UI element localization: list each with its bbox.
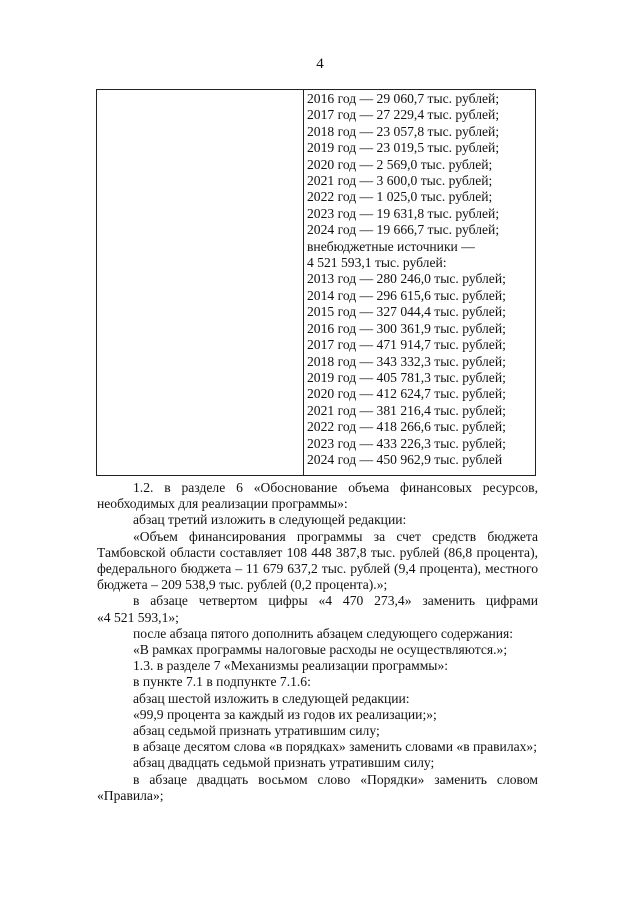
paragraph: «Правила»; bbox=[97, 787, 164, 803]
table-line: 2015 год — 327 044,4 тыс. рублей; bbox=[307, 304, 506, 320]
paragraph: в абзаце двадцать восьмом слово «Порядки» заменить словом bbox=[133, 771, 538, 787]
table-line: 2018 год — 343 332,3 тыс. рублей; bbox=[307, 353, 506, 369]
table-line: 2021 год — 381 216,4 тыс. рублей; bbox=[307, 402, 506, 418]
table-line: 4 521 593,1 тыс. рублей: bbox=[307, 255, 447, 271]
table-line: 2020 год — 2 569,0 тыс. рублей; bbox=[307, 156, 493, 172]
table-line: 2016 год — 300 361,9 тыс. рублей; bbox=[307, 320, 506, 336]
table-line: внебюджетные источники — bbox=[307, 238, 475, 254]
paragraph: 1.3. в разделе 7 «Механизмы реализации программы»: bbox=[133, 658, 449, 674]
table-line: 2018 год — 23 057,8 тыс. рублей; bbox=[307, 123, 500, 139]
paragraph: необходимых для реализации программы»: bbox=[97, 496, 348, 512]
paragraph: «99,9 процента за каждый из годов их реализации;»; bbox=[133, 706, 437, 722]
paragraph: абзац седьмой признать утратившим силу; bbox=[133, 723, 380, 739]
table-line: 2017 год — 27 229,4 тыс. рублей; bbox=[307, 107, 500, 123]
table-column-divider bbox=[303, 90, 304, 475]
table-line: 2016 год — 29 060,7 тыс. рублей; bbox=[307, 91, 500, 106]
paragraph: Тамбовской области составляет 108 448 387,8 тыс. рублей (86,8 процента), bbox=[97, 544, 538, 560]
paragraph: «В рамках программы налоговые расходы не осуществляются.»; bbox=[133, 642, 508, 658]
table-line: 2017 год — 471 914,7 тыс. рублей; bbox=[307, 337, 506, 353]
paragraph: «4 521 593,1»; bbox=[97, 609, 179, 625]
paragraph: в пункте 7.1 в подпункте 7.1.6: bbox=[133, 674, 311, 690]
table-line: 2013 год — 280 246,0 тыс. рублей; bbox=[307, 271, 506, 287]
paragraph: абзац третий изложить в следующей редакции: bbox=[133, 512, 407, 528]
table-line: 2023 год — 433 226,3 тыс. рублей; bbox=[307, 435, 506, 451]
table-right-cell bbox=[307, 91, 535, 468]
table-line: 2024 год — 450 962,9 тыс. рублей bbox=[307, 451, 503, 467]
table-line: 2022 год — 418 266,6 тыс. рублей; bbox=[307, 419, 506, 435]
table-line: 2019 год — 405 781,3 тыс. рублей; bbox=[307, 369, 506, 385]
paragraph: абзац двадцать седьмой признать утратившим силу; bbox=[133, 755, 435, 771]
table-line: 2023 год — 19 631,8 тыс. рублей; bbox=[307, 205, 500, 221]
page-number: 4 bbox=[316, 56, 324, 72]
paragraph: абзац шестой изложить в следующей редакции: bbox=[133, 690, 410, 706]
paragraph: «Объем финансирования программы за счет средств бюджета bbox=[133, 528, 538, 544]
paragraph: в абзаце четвертом цифры «4 470 273,4» заменить цифрами bbox=[133, 593, 538, 609]
table-line: 2024 год — 19 666,7 тыс. рублей; bbox=[307, 222, 500, 238]
paragraph: федерального бюджета – 11 679 637,2 тыс. рублей (9,4 процента), местного bbox=[97, 561, 538, 577]
funding-table bbox=[96, 89, 536, 476]
table-line: 2022 год — 1 025,0 тыс. рублей; bbox=[307, 189, 493, 205]
table-line: 2019 год — 23 019,5 тыс. рублей; bbox=[307, 140, 500, 156]
table-line: 2021 год — 3 600,0 тыс. рублей; bbox=[307, 173, 493, 189]
paragraph: бюджета – 209 538,9 тыс. рублей (0,2 процента).»; bbox=[97, 577, 388, 593]
paragraph: после абзаца пятого дополнить абзацем следующего содержания: bbox=[133, 625, 514, 641]
table-line: 2014 год — 296 615,6 тыс. рублей; bbox=[307, 287, 506, 303]
paragraph: 1.2. в разделе 6 «Обоснование объема финансовых ресурсов, bbox=[133, 480, 538, 495]
document-body bbox=[97, 480, 538, 804]
table-line: 2020 год — 412 624,7 тыс. рублей; bbox=[307, 386, 506, 402]
paragraph: в абзаце десятом слова «в порядках» заменить словами «в правилах»; bbox=[133, 739, 538, 755]
